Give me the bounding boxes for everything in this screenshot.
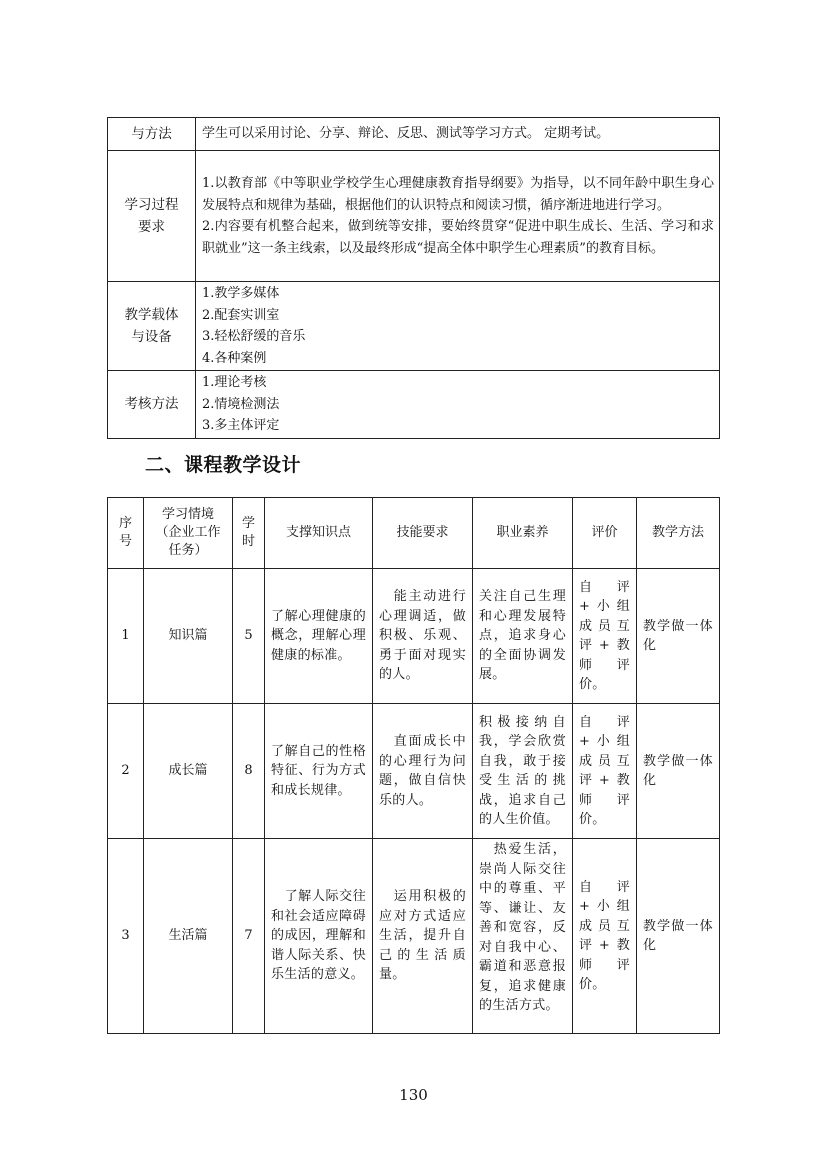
label-line: 教学载体 <box>124 307 179 323</box>
content-line: 3.轻松舒缓的音乐 <box>202 329 306 344</box>
content-line: 2.内容要有机整合起来，做到统等安排，要始终贯穿“促进中职生成长、生活、学习和求职就业”这一条主线索，以及最终形成“提高全体中职学生心理素质”的教育目标。 <box>202 219 714 256</box>
row-label: 与方法 <box>108 118 196 151</box>
label-line: 学习过程 <box>124 197 179 213</box>
cell-hours: 8 <box>233 704 265 839</box>
label-line: 要求 <box>138 219 165 235</box>
row-content <box>196 151 720 282</box>
course-design-table <box>107 497 720 1034</box>
cell-quality: 热爱生活，崇尚人际交往中的尊重、平等、谦让、友善和宽容，反对自我中心、霸道和恶意报复，追求健康的生活方式。 <box>473 839 573 1034</box>
header-quality: 职业素养 <box>473 498 573 569</box>
content-line: 3.多主体评定 <box>202 418 280 433</box>
cell-hours: 7 <box>233 839 265 1034</box>
course-requirements-table <box>107 117 720 439</box>
header-hours: 学 时 <box>233 498 265 569</box>
cell-seq: 2 <box>108 704 144 839</box>
header-knowledge: 支撑知识点 <box>265 498 373 569</box>
cell-quality: 积极接纳自我，学会欣赏自我，敢于接受生活的挑战，追求自己的人生价值。 <box>473 704 573 839</box>
cell-situation: 知识篇 <box>144 569 233 704</box>
cell-situation: 成长篇 <box>144 704 233 839</box>
page-number: 130 <box>399 1086 428 1104</box>
row-label <box>108 282 196 371</box>
cell-knowledge: 了解心理健康的概念，理解心理健康的标准。 <box>265 569 373 704</box>
label-line: 与设备 <box>131 329 172 345</box>
row-label: 考核方法 <box>108 371 196 439</box>
cell-method: 教学做一体化 <box>637 839 720 1034</box>
table-row <box>108 118 720 151</box>
header-method: 教学方法 <box>637 498 720 569</box>
row-content <box>196 371 720 439</box>
content-line: 4.各种案例 <box>202 350 267 366</box>
cell-method: 教学做一体化 <box>637 569 720 704</box>
header-evaluation: 评价 <box>573 498 637 569</box>
table-row <box>108 371 720 439</box>
content-line: 1.以教育部《中等职业学校学生心理健康教育指导纲要》为指导，以不同年龄中职生身心发展特点和规律为基础，根据他们的认识特点和阅读习惯，循序渐进地进行学习。 <box>202 176 714 213</box>
table-row <box>108 282 720 371</box>
table-row <box>108 704 720 839</box>
content-line: 1.教学多媒体 <box>202 286 280 301</box>
row-label <box>108 151 196 282</box>
content-line: 2.配套实训室 <box>202 307 280 323</box>
cell-quality: 关注自己生理和心理发展特点，追求身心的全面协调发展。 <box>473 569 573 704</box>
row-content <box>196 282 720 371</box>
cell-skills: 运用积极的应对方式适应生活，提升自己的生活质量。 <box>373 839 473 1034</box>
cell-skills: 直面成长中的心理行为问题，做自信快乐的人。 <box>373 704 473 839</box>
table-header-row <box>108 498 720 569</box>
table-row <box>108 151 720 282</box>
cell-skills: 能主动进行心理调适，做积极、乐观、勇于面对现实的人。 <box>373 569 473 704</box>
cell-hours: 5 <box>233 569 265 704</box>
cell-knowledge: 了解自己的性格特征、行为方式和成长规律。 <box>265 704 373 839</box>
row-content <box>196 118 720 151</box>
content-line: 2.情境检测法 <box>202 396 280 412</box>
cell-seq: 1 <box>108 569 144 704</box>
table-row <box>108 839 720 1034</box>
content-line: 学生可以采用讨论、分享、辩论、反思、测试等学习方式。 定期考试。 <box>202 126 610 142</box>
header-situation: 学习情境 （企业工作 任务） <box>144 498 233 569</box>
cell-seq: 3 <box>108 839 144 1034</box>
header-seq: 序 号 <box>108 498 144 569</box>
cell-evaluation: 自评+小组成员互评+教师评价。 <box>573 569 637 704</box>
header-skills: 技能要求 <box>373 498 473 569</box>
cell-evaluation: 自评+小组成员互评+教师评价。 <box>573 704 637 839</box>
cell-evaluation: 自评+小组成员互评+教师评价。 <box>573 839 637 1034</box>
cell-situation: 生活篇 <box>144 839 233 1034</box>
cell-method: 教学做一体化 <box>637 704 720 839</box>
table-row <box>108 569 720 704</box>
cell-knowledge: 了解人际交往和社会适应障碍的成因，理解和谐人际关系、快乐生活的意义。 <box>265 839 373 1034</box>
section-heading: 二、课程教学设计 <box>145 454 302 476</box>
content-line: 1.理论考核 <box>202 375 267 390</box>
